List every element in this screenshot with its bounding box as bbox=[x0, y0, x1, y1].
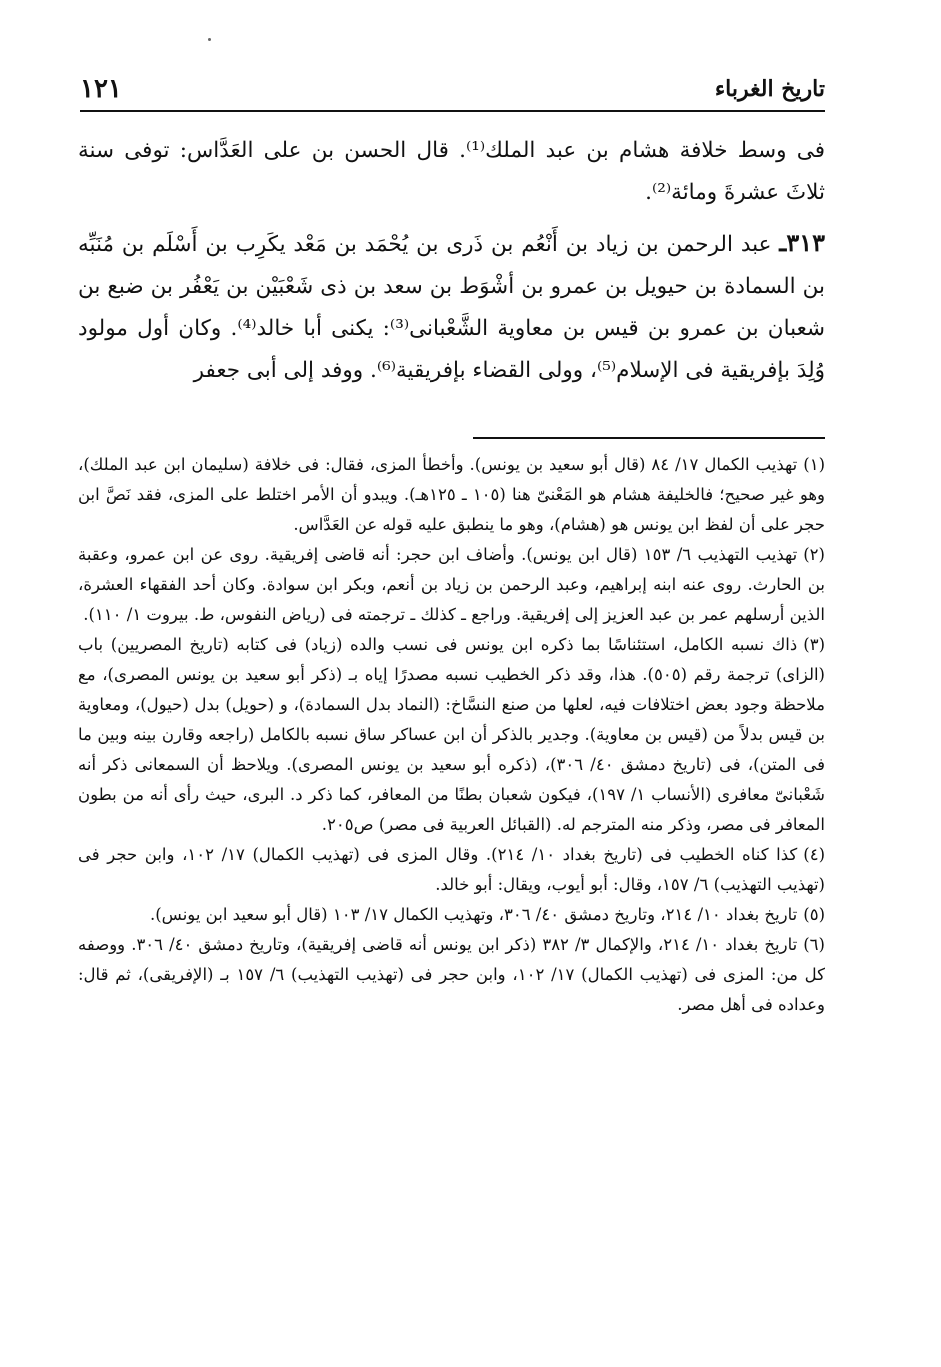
footnote-text: ذاك نسبه الكامل، استئناسًا بما ذكره ابن يونس فى نسب والده (زياد) فى كتابه (تاريخ المصريين) باب (الزاى) ترجمة رقم (٥٠٥). هذا، وقد ذكر الخطيب نسبه مصدرًا إياه بـ (ذكر أبو سعيد بن يونس المصرى)، مع ملاحظة وجود بعض اختلافات فيه، لعلها من صنع النسَّاخ: (النماد بدل السمادة)، و (حويل) بدل (حيول)، ومعاوية بن قيس بدلاً من (قيس بن معاوية). وجدير بالذكر أن ابن عساكر ساق نسبه بالكامل (راجعه وقارن بينه وبين ما فى المتن)، فى (تاريخ دمشق ٤٠/ ٣٠٦)، (ذكره أبو سعيد بن يونس المصرى). ويلاحظ أن السمعانى ذكر أنه شَعْبانىّ معافرى (الأنساب ١/ ١٩٧)، فيكون شعبان بطنًا من المعافر، كما ذكر د. البرى، حيث رأى أنه من بطون المعافر فى مصر، وذكر منه المترجم له. (القبائل العربية فى مصر) ص٢٠٥. bbox=[78, 635, 825, 834]
footnote-marker: (٦) bbox=[803, 935, 825, 954]
footnote-text: تهذيب التهذيب ٦/ ١٥٣ (قال ابن يونس). وأضاف ابن حجر: أنه قاضى إفريقية. روى عن ابن عمرو، وعقبة بن الحارث. روى عنه ابنه إبراهيم، وعبد الرحمن بن زياد بن أنعم، وبكر ابن سوادة. وكان أحد الفقهاء العشرة، الذين أرسلهم عمر بن عبد العزيز إلى إفريقية. وراجع ـ كذلك ـ ترجمته فى (رياض النفوس، ط. بيروت ١/ ١١٠). bbox=[78, 545, 825, 624]
scan-speck bbox=[208, 38, 211, 41]
entry-text: عبد الرحمن بن زياد بن أَنْعُم بن ذَرى بن يُحْمَد بن مَعْد يكَرِب بن أَسْلَم بن مُنَبِّه بن السمادة بن حيويل بن عمرو بن أشْوَط بن سعد بن ذى شَعْبَيْن بن يَعْفُر بن ضبع بن شعبان بن عمرو بن قيس بن معاوية الشَّعْبانى⁽³⁾: يكنى أبا خالد⁽⁴⁾. وكان أول مولود وُلِدَ بإفريقية فى الإسلام⁽⁵⁾، وولى القضاء بإفريقية⁽⁶⁾. ووفد إلى أبى جعفر bbox=[78, 232, 825, 383]
footnote-3 bbox=[78, 630, 825, 840]
header-rule bbox=[80, 110, 825, 112]
footnote-separator bbox=[473, 437, 825, 439]
footnote-marker: (٣) bbox=[803, 635, 825, 654]
footnote-text: تهذيب الكمال ١٧/ ٨٤ (قال أبو سعيد بن يونس). وأخطأ المزى، فقال: فى خلافة (سليمان ابن عبد الملك)، وهو غير صحيح؛ فالخليفة هشام هو المَعْنىّ هنا (١٠٥ ـ ١٢٥هـ). ويبدو أن الأمر اختلط على المزى، فقد نَصَّ ابن حجر على أن لفظ ابن يونس هو (هشام)، وهو ما ينطبق عليه قوله عن العَدَّاس. bbox=[78, 455, 826, 534]
continuation-paragraph: فى وسط خلافة هشام بن عبد الملك⁽¹⁾. قال الحسن بن على العَدَّاس: توفى سنة ثلاثَ عشرةَ ومائة⁽²⁾. bbox=[78, 138, 825, 205]
footnote-6 bbox=[78, 930, 825, 1020]
footnote-marker: (٢) bbox=[803, 545, 825, 564]
running-header bbox=[80, 74, 825, 108]
main-text bbox=[78, 130, 825, 392]
footnote-text: تاريخ بغداد ١٠/ ٢١٤، والإكمال ٣/ ٣٨٢ (ذكر ابن يونس أنه قاضى إفريقية)، وتاريخ دمشق ٤٠/ ٣٠٦. ووصفه كل من: المزى فى (تهذيب الكمال) ١٧/ ١٠٢، وابن حجر فى (تهذيب التهذيب) ٦/ ١٥٧ بـ (الإفريقى)، ثم قال: وعداده فى أهل مصر. bbox=[78, 935, 825, 1014]
entry-number: ٣١٣ـ bbox=[779, 228, 825, 257]
biography-entry bbox=[78, 222, 825, 392]
footnotes bbox=[78, 450, 825, 1020]
running-title: تاريخ الغرباء bbox=[714, 76, 825, 102]
page-number: ١٢١ bbox=[80, 74, 122, 104]
footnote-text: تاريخ بغداد ١٠/ ٢١٤، وتاريخ دمشق ٤٠/ ٣٠٦، وتهذيب الكمال ١٧/ ١٠٣ (قال أبو سعيد ابن يونس). bbox=[150, 905, 798, 924]
footnote-1 bbox=[78, 450, 825, 540]
footnote-marker: (٥) bbox=[803, 905, 825, 924]
footnote-4 bbox=[78, 840, 825, 900]
footnote-text: كذا كناه الخطيب فى (تاريخ بغداد ١٠/ ٢١٤). وقال المزى فى (تهذيب الكمال) ١٧/ ١٠٢، وابن حجر فى (تهذيب التهذيب) ٦/ ١٥٧، وقال: أبو أيوب، ويقال: أبو خالد. bbox=[78, 845, 825, 894]
footnote-marker: (٤) bbox=[803, 845, 825, 864]
footnote-5 bbox=[78, 900, 825, 930]
footnote-marker: (١) bbox=[803, 455, 826, 474]
footnote-2 bbox=[78, 540, 825, 630]
